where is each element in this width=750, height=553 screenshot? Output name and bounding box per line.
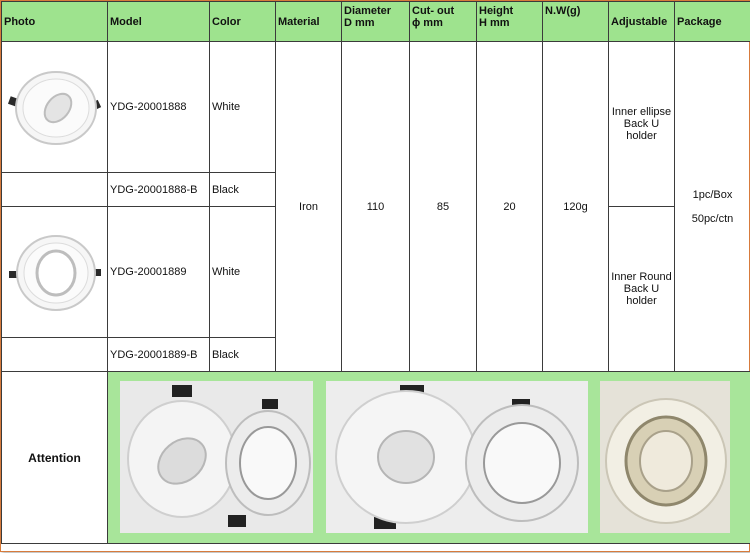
- color-cell: White: [210, 42, 276, 173]
- model-cell: YDG-20001888-B: [108, 173, 210, 207]
- product-photo-1889: [2, 207, 108, 338]
- attention-photos: [108, 372, 750, 544]
- adjustable-cell-round: Inner Round Back U holder: [609, 207, 675, 372]
- header-package: Package: [675, 2, 750, 42]
- header-row: [2, 2, 750, 42]
- round-downlight-image: [6, 223, 104, 319]
- ellipse-downlight-image: [6, 58, 104, 154]
- empty-photo-cell: [2, 173, 108, 207]
- downlight-back-image: [600, 381, 730, 533]
- product-photo-1888: [2, 42, 108, 173]
- header-color: Color: [210, 2, 276, 42]
- attention-row: [2, 372, 750, 544]
- attention-photo-3: [600, 381, 730, 533]
- attention-label: Attention: [2, 372, 108, 544]
- package-cell: 1pc/Box 50pc/ctn: [675, 42, 750, 372]
- header-photo: Photo: [2, 2, 108, 42]
- model-cell: YDG-20001889-B: [108, 338, 210, 372]
- header-material: Material: [276, 2, 342, 42]
- nw-cell: 120g: [543, 42, 609, 372]
- header-height: Height H mm: [477, 2, 543, 42]
- model-cell: YDG-20001888: [108, 42, 210, 173]
- downlight-pair-image: [120, 381, 313, 533]
- header-cutout: Cut- out ϕ mm: [410, 2, 477, 42]
- diameter-cell: 110: [342, 42, 410, 372]
- color-cell: Black: [210, 338, 276, 372]
- material-cell: Iron: [276, 42, 342, 372]
- spec-table: [1, 1, 750, 544]
- attention-photo-2: [326, 381, 588, 533]
- empty-photo-cell: [2, 338, 108, 372]
- downlight-pair-image: [326, 381, 588, 533]
- adjustable-cell-ellipse: Inner ellipse Back U holder: [609, 42, 675, 207]
- header-adjustable: Adjustable: [609, 2, 675, 42]
- header-nw: N.W(g): [543, 2, 609, 42]
- attention-photo-1: [120, 381, 313, 533]
- header-model: Model: [108, 2, 210, 42]
- header-diameter: Diameter D mm: [342, 2, 410, 42]
- color-cell: Black: [210, 173, 276, 207]
- cutout-cell: 85: [410, 42, 477, 372]
- height-cell: 20: [477, 42, 543, 372]
- model-cell: YDG-20001889: [108, 207, 210, 338]
- color-cell: White: [210, 207, 276, 338]
- table-row: [2, 42, 750, 173]
